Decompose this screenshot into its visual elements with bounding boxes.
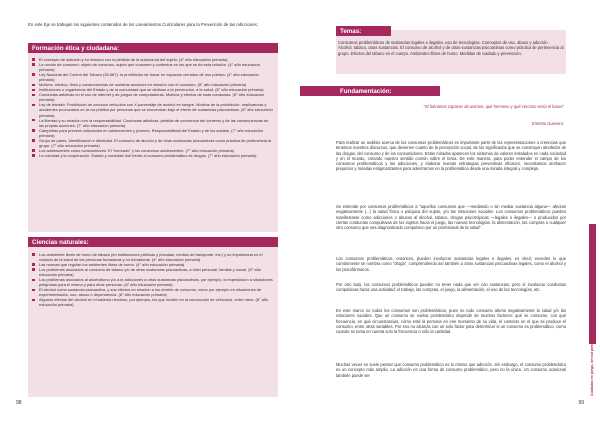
epigraph-author: Ernesto Guevara. [531, 121, 564, 126]
list-item [32, 287, 274, 297]
ciencias-list [32, 252, 274, 308]
square-bullet-icon [32, 263, 35, 266]
paragraph-5: En este marco no todos los consumos son problemáticos, pues no todo consumo afecta negativamente la salud y/o las relaciones sociales. Que un consumo se vuelva problemático depende de muchos factores: qué se consume, con qué frecuencia, en qué circunstancias, cómo está la persona en ese momento de su vida, el contexto en el que se produce el consumo, entre otras variables. Por eso no alcanza con un solo factor para determinar si un consumo es problemático, como cuando se toma en cuenta solo la frecuencia o sólo la cantidad. [336, 308, 566, 335]
paragraph-1: Para realizar un análisis acerca de los consumos problemáticos es importante partir de las representaciones o creencias que tenemos nuestros discursos, que devienen cuanto de la percepción social, de los significados que se construyen alrededor de las drogas, del consumo y de los consumidores. Estas miradas aparecen los sistemas de valores instalados en cada sociedad y en el mundo, creando nuestro sentido común sobre el tema. De este manera, para poder entender el campo de los consumos problemáticos y las adicciones, y elaborar nuevas estrategias preventivas eficaces, necesitamos deshacer prejuicios y miradas estigmatizantes para adentrarnos en la problemática desde una mirada integral y compleja. [336, 140, 566, 172]
list-item [32, 128, 274, 138]
list-item-text: Los ambientes libres de humo de tabaco (en instituciones públicas y privadas, medios de transporte, etc.) y su importancia en el cuidado de la salud de las personas fumadoras y no fumadoras. (4° año educación primaria) [39, 252, 263, 263]
square-bullet-icon [32, 279, 35, 282]
square-bullet-icon [32, 84, 35, 87]
list-item [32, 92, 274, 102]
square-bullet-icon [32, 89, 35, 92]
square-bullet-icon [32, 149, 35, 152]
square-bullet-icon [32, 299, 35, 302]
list-item-text: El concepto de adicción y su relación con la pérdida de la autonomía del sujeto. (4° año educación primaria) [39, 57, 228, 62]
fundamentacion-title: Fundamentación: [300, 86, 440, 96]
side-tab-label: Cuidados en juego, de tod precarios [590, 335, 594, 396]
list-item-text: Instituciones u organismos del Estado y de la comunidad que se dedican a la prevención, a la salud. (5° año educación primaria) [39, 87, 264, 93]
list-item-text: Los problemas asociados al alcoholismo y/o a la adicciones a otras sustancias psicoactivas, por ejemplo, la expectación a situaciones peligrosas para el mismo y para otras personas. (6° año educación primaria) [39, 277, 273, 288]
square-bullet-icon [32, 119, 35, 122]
square-bullet-icon [32, 94, 35, 97]
square-bullet-icon [32, 104, 35, 107]
list-item [32, 277, 274, 287]
formacion-list [32, 57, 274, 158]
list-item-text: La libertad y su relación con la responsabilidad. Conductas adictivas, pérdida de conciencia del contexto y de las consecuencias de las propias acciones. (7° año educación primaria) [39, 117, 269, 128]
ciencias-title: Ciencias naturales: [28, 237, 278, 247]
paragraph-3: Los consumos problemáticos, entonces, pueden involucrar sustancias legales e ilegales, es decir, exceden lo que comúnmente se nombra como "droga", comprendiendo así también a otras sustancias psicoactivas legales, como el alcohol y los psicofármacos. [336, 256, 566, 272]
square-bullet-icon [32, 129, 35, 132]
temas-title: Temas: [336, 26, 391, 36]
list-item-text: La noción de consumo: objeto de consumo, sujeto que consume y contextos en los que se da esta relación. (4° año educación primaria) [39, 62, 260, 73]
formacion-title: Formación ética y ciudadana: [28, 43, 278, 53]
side-tab-label-wrap [589, 268, 597, 398]
paragraph-6: Muchas veces se suele pensar que consumo problemático es lo mismo que adicción. Sin embargo, el consumo problemático es un concepto más amplio. La adicción es una forma de consumo problemático, pero no la única. Un consumo ocasional también puede ser [336, 362, 566, 378]
epigraph-quote: "Si fuéramos capaces de unirnos, qué hermoso y qué cercano sería el futuro" [423, 104, 564, 109]
paragraph-4: Por otro lado, los consumos problemáticos pueden no tener nada que ver con sustancias, pero sí involucrar conductas compulsivas hacia una actividad: el trabajo, las compras, el juego, la alimentación, el uso de las tecnologías, etc. [336, 282, 566, 293]
list-item [32, 138, 274, 148]
square-bullet-icon [32, 154, 35, 157]
square-bullet-icon [32, 58, 35, 61]
list-item [32, 118, 274, 128]
square-bullet-icon [32, 268, 35, 271]
square-bullet-icon [32, 289, 35, 292]
square-bullet-icon [32, 63, 35, 66]
list-item-text: Las normas que regulan los ambientes libres de humo. (4° año educación primaria) [39, 262, 185, 268]
list-item-text: Algunos efectos del alcohol en el sistema nervioso, por ejemplo, los que inciden en la conducción de vehículos, entre otros. (6° año educación primaria) [39, 297, 269, 308]
list-item [32, 62, 274, 72]
list-item-text: Ley Nacional del Control del Tabaco (26.687): la prohibición de fumar en espacios cerrados de uso público. (4° año educación primaria) [39, 72, 259, 83]
list-item-text: Conductas adictivas en el uso de internet y de juegos de computadoras. Motivos y efectos de esas conductas. (5° año educación primaria) [39, 92, 265, 103]
square-bullet-icon [32, 139, 35, 142]
paragraph-2: Se entiende por consumos problemáticos a "aquellos consumos que —mediando o sin mediar sustancia alguna— afectan negativamente (...) la salud física o psíquica del sujeto, y/o las relaciones sociales. Los consumos problemáticos pueden manifestarse como adicciones o abusos al alcohol, tabaco, drogas psicotrópicas —legales o ilegales— o producidos por ciertas conductas compulsivas de los sujetos hacia el juego, las nuevas tecnologías, la alimentación, las compras o cualquier otro consumo que sea diagnosticado compulsivo por un profesional de la salud". [336, 204, 566, 231]
list-item-text: Grupo de pares. Identificación e identidad. El consumo de alcohol y de otras sustancias psicoactivas como práctica de pertenencia al grupo. (7° año educación primaria) [39, 137, 272, 148]
list-item [32, 267, 274, 277]
list-item-text: Los problemas asociados al consumo de tabaco y/o de otras sustancias psicoactivas, a nivel personal, familiar y social. (5° año educación primaria) [39, 267, 261, 278]
list-item [32, 72, 274, 82]
list-item-text: Motivos, medios, fines y consecuencias de nuestras acciones en relación con el consumo. (5° año educación primaria) [39, 82, 247, 88]
list-item [32, 153, 274, 158]
square-bullet-icon [32, 253, 35, 256]
temas-text: Consumos problemáticos de sustancias legales e ilegales, uso de tecnologías. Conceptos de uso, abuso y adicción. Alcohol, tabaco, otras sustancias. El consumo de alcohol y de otras sustancias psicoactivas como práctica de pertenencia al grupo. Efectos del tabaco en el cuerpo. Ambientes libres de humo. Medidas de cuidado y prevención. [338, 40, 564, 56]
page-number-right: 99 [578, 400, 584, 406]
list-item-text: Los adolescentes como consumidores. El "mercado" y los consumos adolescentes. (7° año educación primaria) [39, 147, 234, 153]
list-item [32, 102, 274, 117]
square-bullet-icon [32, 73, 35, 76]
list-item [32, 252, 274, 262]
list-item-text: Campañas para prevenir adicciones en adolescentes y jóvenes. Responsabilidad del Estado y de los adultos. (7° año educación primaria) [39, 127, 263, 138]
list-item-text: Ley de tránsito. Prohibición de conducir vehículos con X porcentaje de alcohol en sangre. Motivos de la prohibición. Implicancias y accidentes provocados en la vía pública por personas que se encuentran bajo el efecto de sustancias psicoactivas. (6° año educación primaria) [39, 102, 273, 118]
list-item [32, 297, 274, 307]
page-number-left: 98 [16, 400, 22, 406]
intro-text: En este Eje se trabajan los siguientes contenidos de los Lineamientos Curriculares para la Prevención de las Adicciones: [28, 22, 259, 27]
list-item-text: El alcohol como sustancia psicoactiva, y sus efectos en relación a los niveles de consumo, como por ejemplo en situaciones de experimentación, uso, abuso o dependencia. (6° año educación primaria) [39, 287, 262, 298]
right-page [300, 0, 600, 424]
list-item-text: La voluntad y la cooperación. Estado y sociedad civil frente al consumo problemático de drogas. (7° año educación primaria) [39, 152, 257, 158]
